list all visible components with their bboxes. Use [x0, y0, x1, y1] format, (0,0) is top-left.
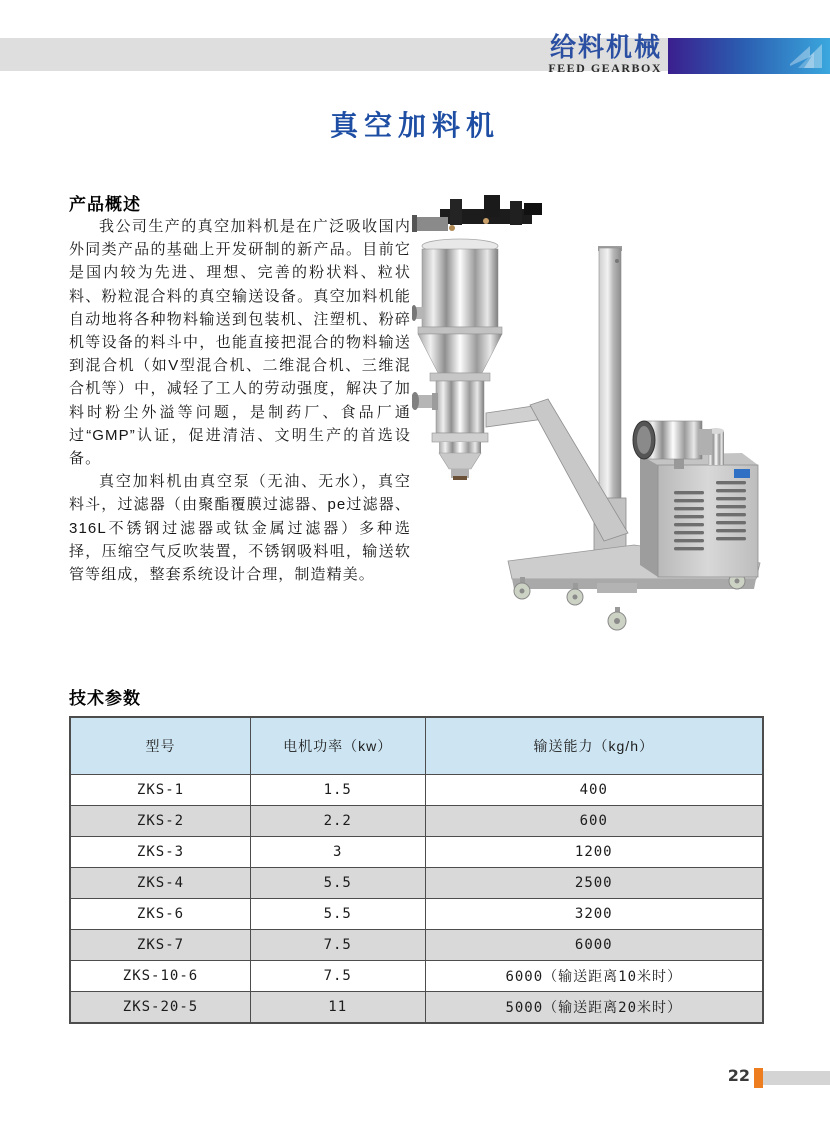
header-titles [548, 34, 662, 74]
spec-cell: 1.5 [250, 775, 425, 806]
footer-band [763, 1071, 830, 1085]
spec-row [70, 806, 763, 837]
corner-arrow-icon [784, 42, 824, 72]
spec-row [70, 961, 763, 992]
spec-cell: 1200 [425, 837, 763, 868]
col-header-power: 电机功率（kw） [250, 717, 425, 775]
overview-text [69, 215, 411, 586]
spec-cell: ZKS-2 [70, 806, 250, 837]
spec-cell: 3200 [425, 899, 763, 930]
page-number: 22 [727, 1066, 750, 1085]
page-title: 真空加料机 [329, 110, 500, 141]
spec-row [70, 930, 763, 961]
product-image [412, 193, 784, 651]
spec-cell: ZKS-3 [70, 837, 250, 868]
header-title-cn: 给料机械 [549, 32, 662, 62]
spec-cell: 7.5 [250, 961, 425, 992]
control-label [734, 469, 750, 478]
overview-paragraph-1: 我公司生产的真空加料机是在广泛吸收国内外同类产品的基础上开发研制的新产品。目前它是国内较为先进、理想、完善的粉状料、粒状料、粉粒混合料的真空输送设备。真空加料机能自动地将各种物料输送到包装机、注塑机、粉碎机等设备的料斗中，也能直接把混合的物料输送到混合机（如V型混合机、二维混合机、三维混合机等）中，减轻了工人的劳动强度，解决了加料时粉尘外溢等问题，是制药厂、食品厂通过“GMP”认证，促进清洁、文明生产的首选设备。 [69, 218, 411, 468]
spec-cell: 5.5 [250, 868, 425, 899]
spec-cell: 2.2 [250, 806, 425, 837]
header-blue-banner [668, 38, 830, 74]
spec-row [70, 899, 763, 930]
spec-cell: ZKS-6 [70, 899, 250, 930]
spec-cell: 7.5 [250, 930, 425, 961]
specs-table [69, 716, 764, 1024]
top-valve-assembly [412, 195, 542, 232]
overview-paragraph-2: 真空加料机由真空泵（无油、无水），真空料斗，过滤器（由聚酯覆膜过滤器、pe过滤器、316L不锈钢过滤器或钛金属过滤器）多种选择，压缩空气反吹装置，不锈钢吸料咀，输送软管等组成，整套系统设计合理，制造精美。 [69, 473, 411, 584]
vacuum-hopper [412, 195, 542, 480]
spec-row [70, 992, 763, 1024]
spec-cell: 11 [250, 992, 425, 1024]
spec-cell: ZKS-10-6 [70, 961, 250, 992]
spec-cell: 5000（输送距离20米时） [425, 992, 763, 1024]
vacuum-pump-unit [633, 421, 758, 577]
footer-accent-bar [754, 1068, 763, 1088]
overview-heading: 产品概述 [69, 195, 141, 214]
spec-cell: 6000 [425, 930, 763, 961]
spec-row [70, 837, 763, 868]
spec-cell: 3 [250, 837, 425, 868]
spec-cell: 5.5 [250, 899, 425, 930]
spec-cell: 6000（输送距离10米时） [425, 961, 763, 992]
spec-cell: ZKS-1 [70, 775, 250, 806]
col-header-capacity: 输送能力（kg/h） [425, 717, 763, 775]
spec-cell: ZKS-20-5 [70, 992, 250, 1024]
specs-header-row [70, 717, 763, 775]
spec-cell: 400 [425, 775, 763, 806]
spec-row [70, 775, 763, 806]
spec-row [70, 868, 763, 899]
col-header-model: 型号 [70, 717, 250, 775]
spec-cell: 600 [425, 806, 763, 837]
spec-cell: ZKS-7 [70, 930, 250, 961]
header-title-en: FEED GEARBOX [548, 61, 662, 75]
spec-cell: 2500 [425, 868, 763, 899]
specs-heading: 技术参数 [69, 689, 141, 708]
spec-cell: ZKS-4 [70, 868, 250, 899]
